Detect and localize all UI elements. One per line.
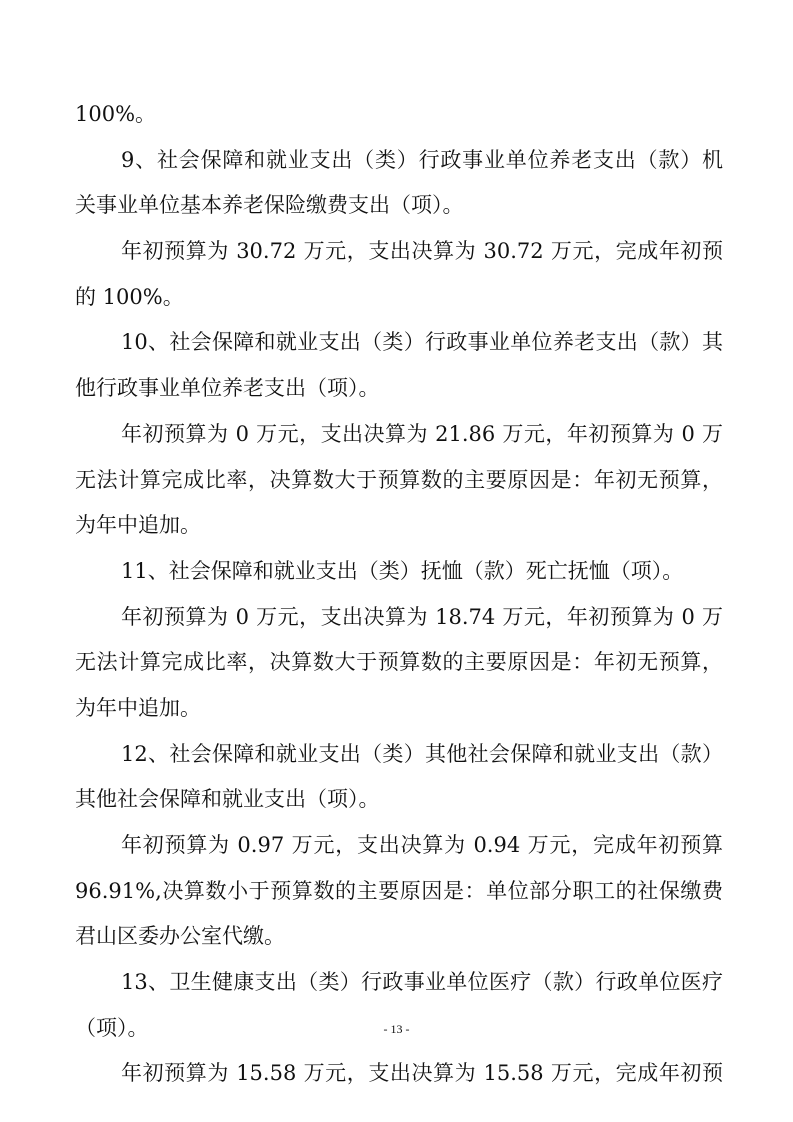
item-11-body: 年初预算为 0 万元，支出决算为 18.74 万元，年初预算为 0 万: [121, 604, 723, 629]
item-11-body-cont: 无法计算完成比率，决算数大于预算数的主要原因是：年初无预算，: [75, 650, 723, 675]
item-9-heading-cont: 关事业单位基本养老保险缴费支出（项）。: [75, 193, 464, 218]
item-11-body-end: 为年中追加。: [75, 695, 201, 720]
item-12-body: 年初预算为 0.97 万元，支出决算为 0.94 万元，完成年初预算: [121, 833, 723, 857]
item-12-body-end: 君山区委办公室代缴。: [75, 924, 285, 949]
item-12-body-cont: 96.91%,决算数小于预算数的主要原因是：单位部分职工的社保缴费: [75, 878, 723, 903]
item-10-body-end: 为年中追加。: [75, 513, 201, 538]
item-10-heading-cont: 他行政事业单位养老支出（项）。: [75, 376, 380, 401]
item-10-body-cont: 无法计算完成比率，决算数大于预算数的主要原因是：年初无预算，: [75, 467, 723, 492]
item-10-body: 年初预算为 0 万元，支出决算为 21.86 万元，年初预算为 0 万: [121, 421, 723, 446]
item-9-body: 年初预算为 30.72 万元，支出决算为 30.72 万元，完成年初预: [121, 239, 723, 264]
item-11-heading: 11、社会保障和就业支出（类）抚恤（款）死亡抚恤（项）。: [121, 558, 684, 583]
item-9-body-cont: 的 100%。: [75, 284, 184, 309]
item-10-heading: 10、社会保障和就业支出（类）行政事业单位养老支出（款）其: [121, 330, 723, 355]
item-12-heading: 12、社会保障和就业支出（类）其他社会保障和就业支出（款）: [121, 741, 723, 766]
item-13-heading: 13、卫生健康支出（类）行政事业单位医疗（款）行政单位医疗: [121, 970, 723, 995]
item-12-heading-cont: 其他社会保障和就业支出（项）。: [75, 787, 380, 812]
text-line: 100%。: [75, 102, 157, 126]
item-13-body: 年初预算为 15.58 万元，支出决算为 15.58 万元，完成年初预: [121, 1061, 723, 1086]
document-body: [75, 92, 723, 1097]
item-13-heading-cont: （项）。: [75, 1015, 149, 1040]
page-number: - 13 -: [383, 1022, 410, 1036]
item-9-heading: 9、社会保障和就业支出（类）行政事业单位养老支出（款）机: [121, 147, 723, 172]
